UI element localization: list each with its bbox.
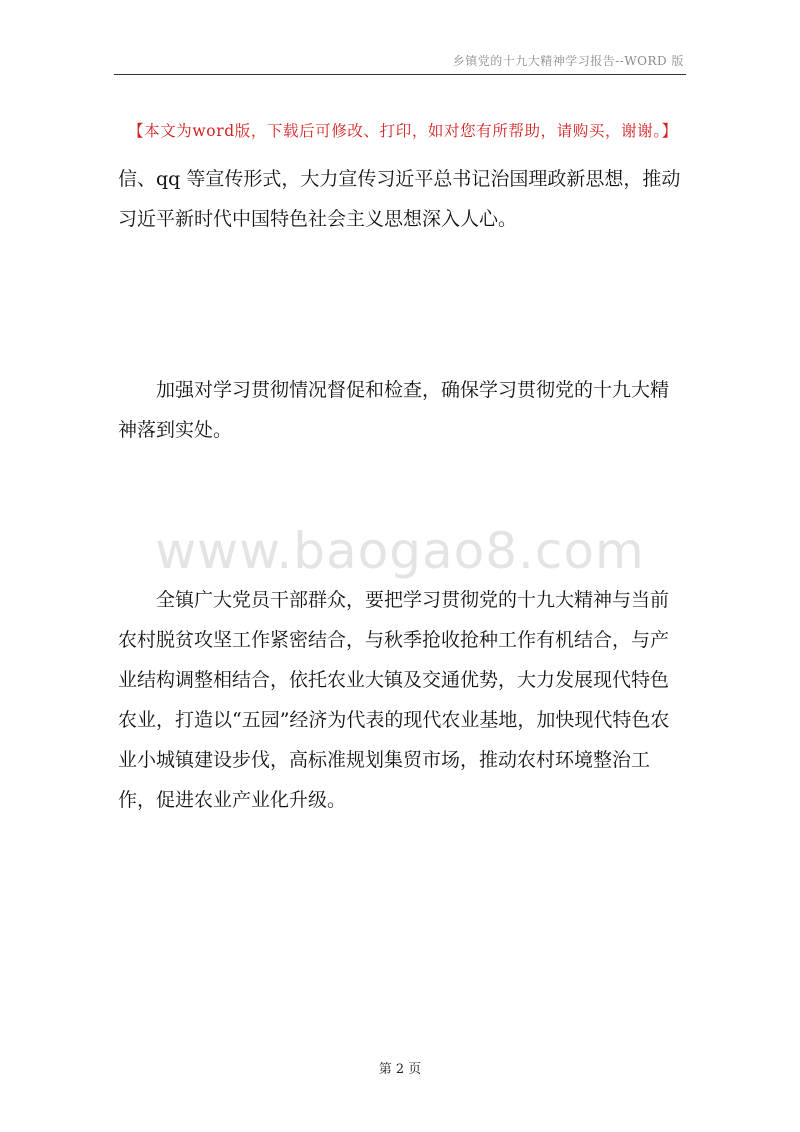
header-title: 乡镇党的十九大精神学习报告--WORD 版	[452, 54, 684, 68]
paragraph-1: 信、qq 等宣传形式，大力宣传习近平总书记治国理政新思想，推动习近平新时代中国特色社会主义思想深入人心。	[118, 168, 681, 230]
download-notice: 【本文为word版，下载后可修改、打印，如对您有所帮助，请购买，谢谢。】	[128, 122, 678, 140]
page-number: 第 2 页	[378, 1062, 422, 1077]
paragraph-2: 加强对学习贯彻情况督促和检查，确保学习贯彻党的十九大精神落到实处。	[118, 379, 670, 441]
paragraph-3: 全镇广大党员干部群众，要把学习贯彻党的十九大精神与当前农村脱贫攻坚工作紧密结合，与秋季抢收抢种工作有机结合，与产业结构调整相结合，依托农业大镇及交通优势，大力发展现代特色农业，打造以“五园”经济为代表的现代农业基地，加快现代特色农业小城镇建设步伐，高标准规划集贸市场，推动农村环境整治工作，促进农业产业化升级。	[118, 589, 670, 811]
header-divider	[114, 74, 686, 75]
watermark: www.baogao8.com	[155, 522, 645, 580]
